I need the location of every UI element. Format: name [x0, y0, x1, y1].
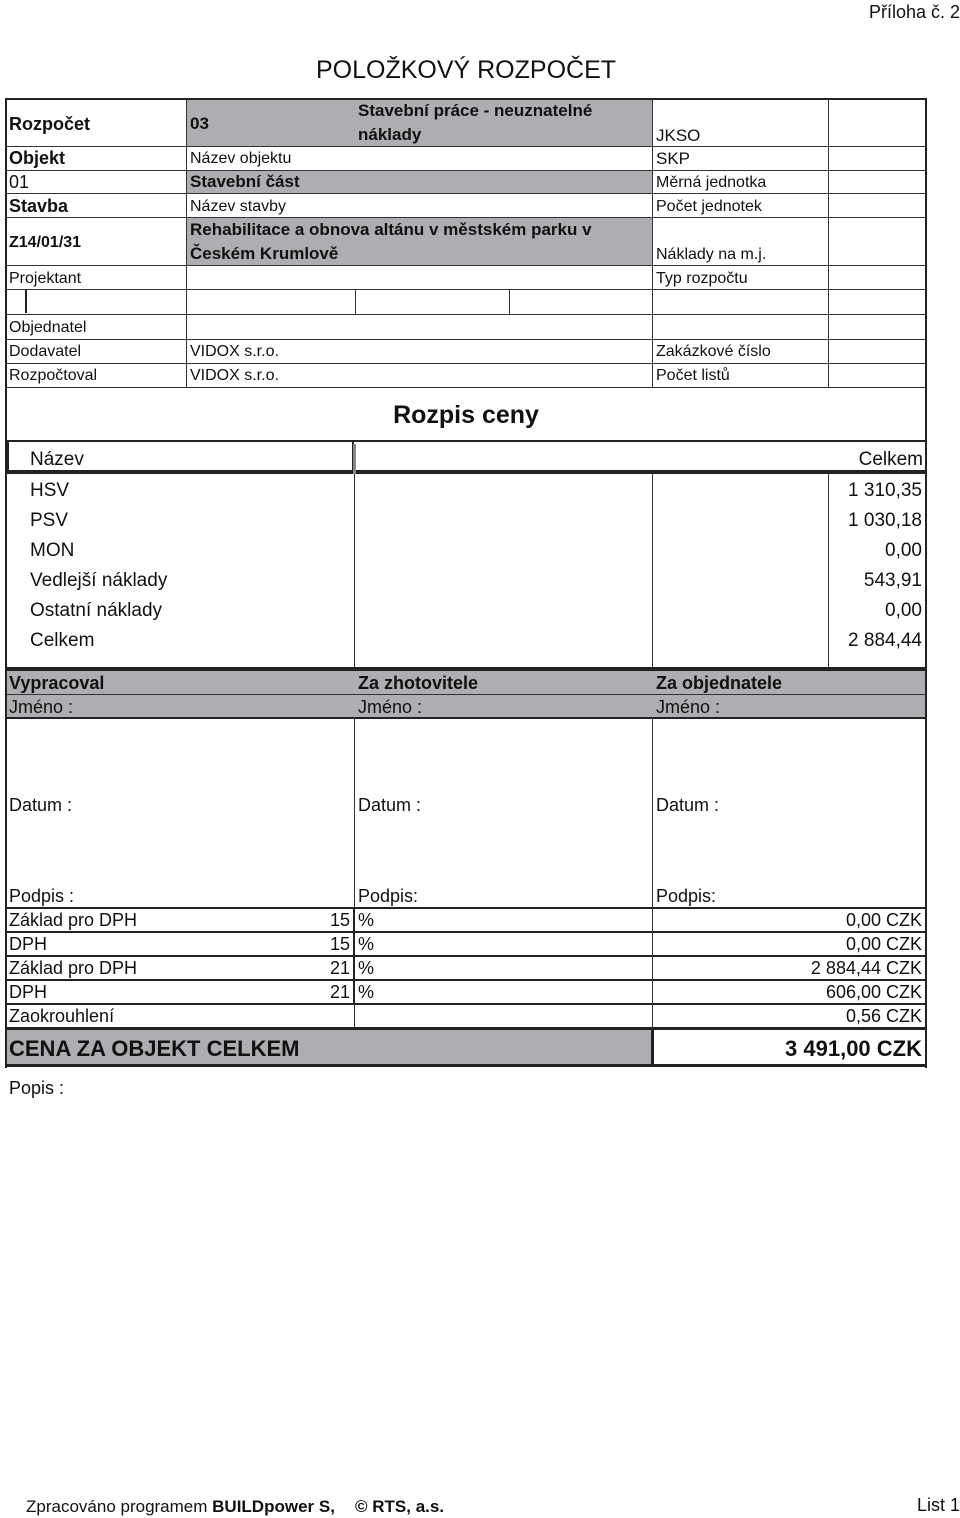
- tax-row-unit: %: [358, 934, 375, 954]
- datum-label-2: Datum :: [358, 795, 422, 815]
- tax-row-amount: 0,00 CZK: [845, 934, 922, 954]
- rozpoctoval-label: Rozpočtoval: [9, 367, 98, 384]
- zakazkove-cislo-label: Zakázkové číslo: [656, 343, 771, 360]
- za-zhotovitele-label: Za zhotovitele: [358, 673, 479, 693]
- tax-row-label: DPH: [9, 934, 48, 954]
- cost-row-name: PSV: [30, 510, 69, 531]
- cost-row-name: Vedlejší náklady: [30, 570, 168, 591]
- tax-row-unit: %: [358, 958, 375, 978]
- cost-row-value: 1 310,35: [848, 480, 922, 501]
- objekt-label: Objekt: [9, 148, 66, 168]
- footer-program-prefix: Zpracováno programem: [26, 1497, 213, 1516]
- stavba-name-line2: Českém Krumlově: [190, 244, 339, 263]
- cost-row-value: 0,00: [885, 540, 922, 561]
- zaokrouhleni-label: Zaokrouhlení: [9, 1006, 115, 1026]
- footer-program-name: BUILDpower S,: [212, 1497, 335, 1516]
- rozpis-title: Rozpis ceny: [393, 401, 539, 429]
- tax-row-rate: 15: [329, 910, 350, 930]
- vypracoval-label: Vypracoval: [9, 673, 105, 693]
- stavba-code: Z14/01/31: [9, 234, 82, 251]
- objekt-name: Stavební část: [190, 172, 300, 191]
- skp-label: SKP: [656, 149, 691, 168]
- tax-row-label: Základ pro DPH: [9, 958, 138, 978]
- rozpocet-code: 03: [190, 114, 209, 133]
- cost-row-name: MON: [30, 540, 75, 561]
- nazev-objektu-label: Název objektu: [190, 150, 292, 167]
- tax-row-label: DPH: [9, 982, 48, 1002]
- jmeno-label-2: Jméno :: [358, 697, 423, 717]
- footer-copyright: © RTS, a.s.: [355, 1497, 445, 1516]
- rozpocet-name-line2: náklady: [358, 125, 422, 144]
- pocet-listu-label: Počet listů: [656, 367, 730, 384]
- naklady-mj-label: Náklady na m.j.: [656, 246, 767, 263]
- typ-rozpoctu-label: Typ rozpočtu: [656, 270, 748, 287]
- total-amount: 3 491,00 CZK: [785, 1036, 922, 1061]
- tax-row-unit: %: [358, 910, 375, 930]
- page-label: Příloha č. 2: [868, 2, 960, 22]
- rozpoctoval-value: VIDOX s.r.o.: [190, 367, 279, 384]
- cost-row-value: 543,91: [863, 570, 922, 591]
- stavba-name-line1: Rehabilitace a obnova altánu v městském parku v: [190, 220, 592, 239]
- podpis-label-3: Podpis:: [656, 886, 717, 906]
- merna-jednotka-label: Měrná jednotka: [656, 174, 767, 191]
- tax-row-amount: 606,00 CZK: [825, 982, 922, 1002]
- cost-row-value: 2 884,44: [848, 630, 922, 651]
- objekt-code: 01: [9, 172, 30, 192]
- total-label: CENA ZA OBJEKT CELKEM: [9, 1036, 300, 1061]
- pocet-jednotek-label: Počet jednotek: [656, 198, 762, 215]
- popis-label: Popis :: [9, 1078, 65, 1098]
- stavba-label: Stavba: [9, 196, 69, 216]
- rozpocet-name-line1: Stavební práce - neuznatelné: [358, 101, 593, 120]
- zaokrouhleni-amount: 0,56 CZK: [845, 1006, 922, 1026]
- cost-row-name: Celkem: [30, 630, 95, 651]
- tax-row-rate: 21: [329, 982, 350, 1002]
- projektant-label: Projektant: [9, 270, 82, 287]
- dodavatel-label: Dodavatel: [9, 343, 82, 360]
- tax-row-label: Základ pro DPH: [9, 910, 138, 930]
- tax-row-rate: 15: [329, 934, 350, 954]
- tax-row-unit: %: [358, 982, 375, 1002]
- rozpocet-label: Rozpočet: [9, 114, 90, 134]
- datum-label-3: Datum :: [656, 795, 720, 815]
- col-nazev: Název: [30, 449, 84, 470]
- cost-row-value: 1 030,18: [848, 510, 922, 531]
- za-objednatele-label: Za objednatele: [656, 673, 783, 693]
- footer-program: [26, 1497, 335, 1517]
- jmeno-label-1: Jméno :: [9, 697, 74, 717]
- col-celkem: Celkem: [858, 449, 923, 470]
- podpis-label-2: Podpis:: [358, 886, 419, 906]
- cost-row-name: HSV: [30, 480, 70, 501]
- nazev-stavby-label: Název stavby: [190, 198, 287, 215]
- cost-row-name: Ostatní náklady: [30, 600, 163, 621]
- objednatel-label: Objednatel: [9, 319, 87, 336]
- datum-label-1: Datum :: [9, 795, 73, 815]
- jmeno-label-3: Jméno :: [656, 697, 721, 717]
- cost-row-value: 0,00: [885, 600, 922, 621]
- podpis-label-1: Podpis :: [9, 886, 75, 906]
- footer-sheet: List 1: [916, 1495, 960, 1515]
- tax-row-amount: 0,00 CZK: [845, 910, 922, 930]
- jkso-label: JKSO: [656, 126, 701, 145]
- tax-row-amount: 2 884,44 CZK: [810, 958, 922, 978]
- dodavatel-value: VIDOX s.r.o.: [190, 343, 279, 360]
- tax-row-rate: 21: [329, 958, 350, 978]
- document-title: POLOŽKOVÝ ROZPOČET: [315, 56, 617, 84]
